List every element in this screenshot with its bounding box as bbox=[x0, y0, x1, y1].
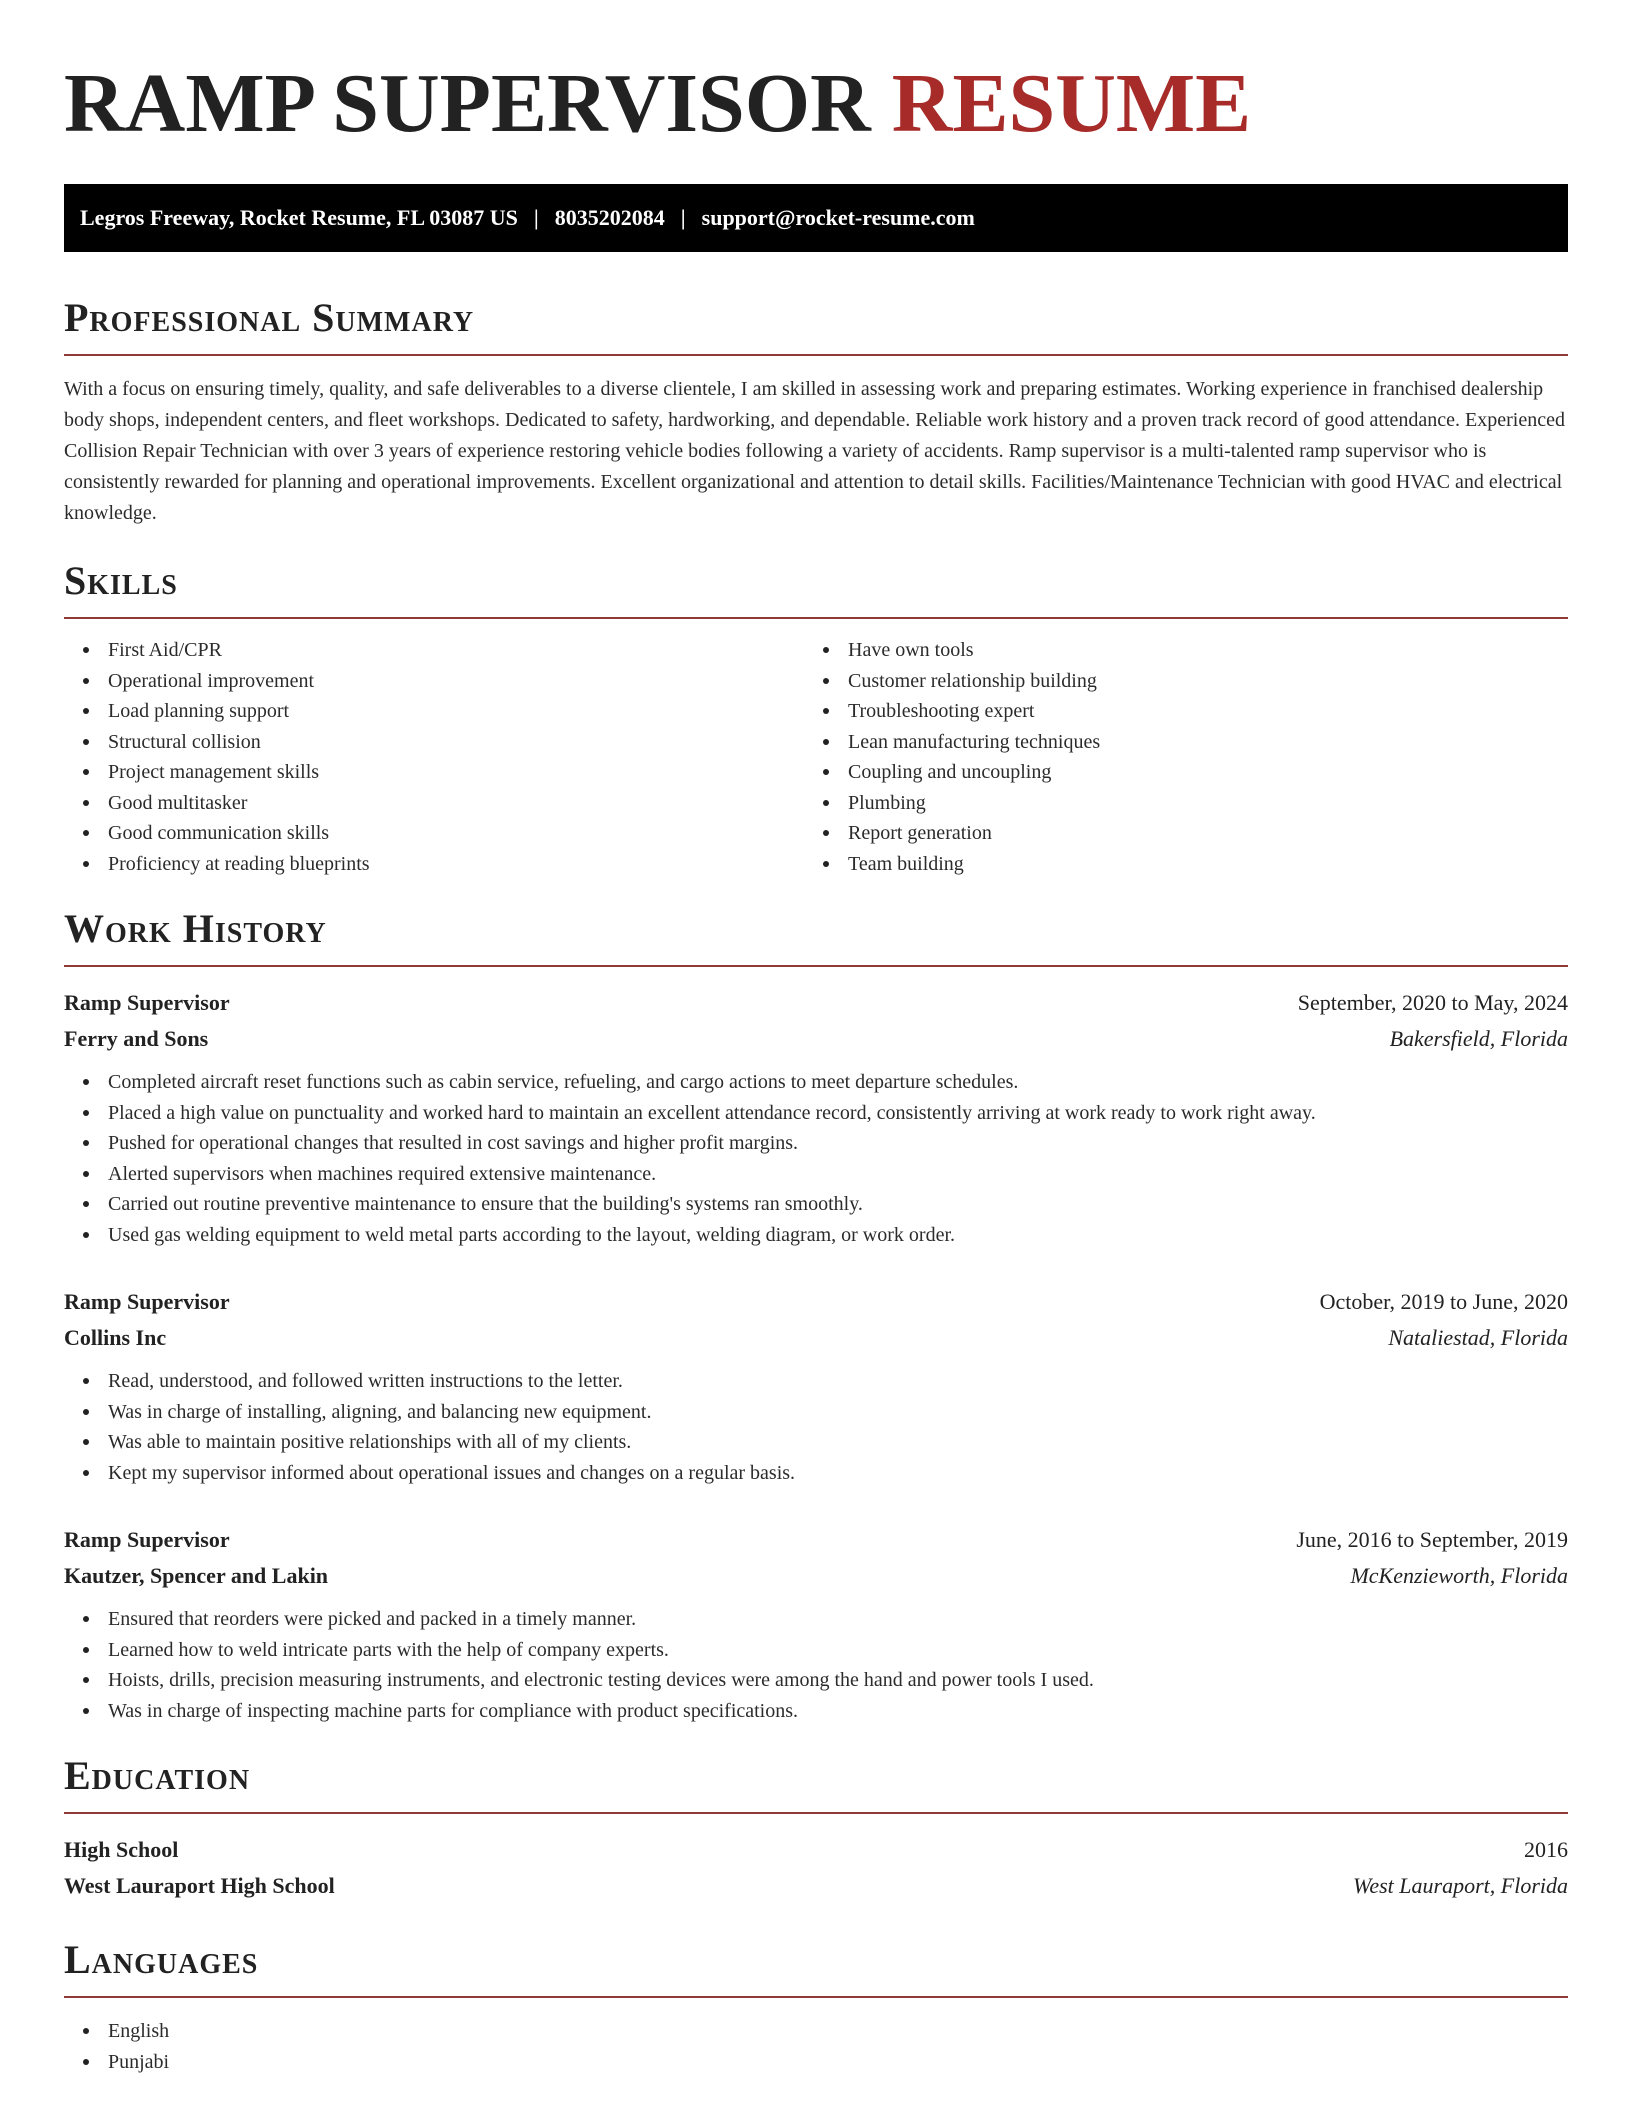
education-row-top bbox=[64, 1832, 1568, 1868]
resume-title bbox=[64, 0, 1568, 152]
job-title: Ramp Supervisor bbox=[64, 1289, 230, 1314]
job-dates: September, 2020 to May, 2024 bbox=[1297, 990, 1568, 1015]
duty-item: Used gas welding equipment to weld metal parts according to the layout, welding diagram, or work order. bbox=[108, 1220, 1568, 1251]
contact-phone: 8035202084 bbox=[554, 205, 665, 230]
work-heading: Work History bbox=[64, 907, 1568, 967]
education-section bbox=[64, 1754, 1568, 1904]
job-company: Collins Inc bbox=[64, 1325, 167, 1350]
duty-item: Completed aircraft reset functions such as cabin service, refueling, and cargo actions to meet departure schedules. bbox=[108, 1067, 1568, 1098]
skill-item: Good multitasker bbox=[108, 788, 804, 819]
title-main: RAMP SUPERVISOR bbox=[64, 57, 871, 150]
contact-bar bbox=[64, 184, 1568, 252]
education-heading: Education bbox=[64, 1754, 1568, 1814]
skill-item: Good communication skills bbox=[108, 818, 804, 849]
job-duties bbox=[64, 1067, 1568, 1250]
education-year: 2016 bbox=[1524, 1837, 1568, 1862]
skill-item: Structural collision bbox=[108, 727, 804, 758]
skill-item: Troubleshooting expert bbox=[848, 696, 1544, 727]
education-row-bottom bbox=[64, 1868, 1568, 1904]
job-dates: June, 2016 to September, 2019 bbox=[1296, 1527, 1568, 1552]
education-entry bbox=[64, 1832, 1568, 1904]
skill-item: Have own tools bbox=[848, 635, 1544, 666]
duty-item: Ensured that reorders were picked and packed in a timely manner. bbox=[108, 1604, 1568, 1635]
languages-list bbox=[64, 2016, 1568, 2077]
title-accent: RESUME bbox=[891, 57, 1252, 150]
education-school: West Lauraport High School bbox=[64, 1873, 335, 1898]
contact-separator: | bbox=[680, 205, 686, 230]
duty-item: Learned how to weld intricate parts with the help of company experts. bbox=[108, 1635, 1568, 1666]
summary-section bbox=[64, 296, 1568, 529]
job-title: Ramp Supervisor bbox=[64, 990, 230, 1015]
duty-item: Placed a high value on punctuality and worked hard to maintain an excellent attendance record, consistently arriving at work ready to work right away. bbox=[108, 1098, 1568, 1129]
duty-item: Alerted supervisors when machines required extensive maintenance. bbox=[108, 1159, 1568, 1190]
duty-item: Was in charge of inspecting machine parts for compliance with product specifications. bbox=[108, 1696, 1568, 1727]
languages-section bbox=[64, 1938, 1568, 2077]
skill-item: Team building bbox=[848, 849, 1544, 880]
job-location: McKenzieworth, Florida bbox=[1350, 1563, 1568, 1588]
languages-heading: Languages bbox=[64, 1938, 1568, 1998]
contact-email: support@rocket-resume.com bbox=[701, 205, 975, 230]
skill-item: First Aid/CPR bbox=[108, 635, 804, 666]
language-item: English bbox=[108, 2016, 1568, 2047]
skills-heading: Skills bbox=[64, 559, 1568, 619]
skill-item: Project management skills bbox=[108, 757, 804, 788]
skill-item: Operational improvement bbox=[108, 666, 804, 697]
skills-column-right bbox=[804, 635, 1544, 879]
duty-item: Was in charge of installing, aligning, and balancing new equipment. bbox=[108, 1397, 1568, 1428]
duty-item: Read, understood, and followed written instructions to the letter. bbox=[108, 1366, 1568, 1397]
job-row-top bbox=[64, 985, 1568, 1021]
job-entry bbox=[64, 1284, 1568, 1488]
duty-item: Pushed for operational changes that resulted in cost savings and higher profit margins. bbox=[108, 1128, 1568, 1159]
skill-item: Report generation bbox=[848, 818, 1544, 849]
skill-item: Plumbing bbox=[848, 788, 1544, 819]
job-row-top bbox=[64, 1522, 1568, 1558]
duty-item: Carried out routine preventive maintenance to ensure that the building's systems ran smoothly. bbox=[108, 1189, 1568, 1220]
job-dates: October, 2019 to June, 2020 bbox=[1319, 1289, 1568, 1314]
education-location: West Lauraport, Florida bbox=[1353, 1873, 1568, 1898]
duty-item: Hoists, drills, precision measuring instruments, and electronic testing devices were among the hand and power tools I used. bbox=[108, 1665, 1568, 1696]
summary-heading: Professional Summary bbox=[64, 296, 1568, 356]
job-company: Kautzer, Spencer and Lakin bbox=[64, 1563, 329, 1588]
skill-item: Proficiency at reading blueprints bbox=[108, 849, 804, 880]
contact-separator: | bbox=[533, 205, 539, 230]
job-row-top bbox=[64, 1284, 1568, 1320]
skills-list-right bbox=[804, 635, 1544, 879]
job-row-bottom bbox=[64, 1558, 1568, 1594]
language-item: Punjabi bbox=[108, 2047, 1568, 2078]
duty-item: Was able to maintain positive relationships with all of my clients. bbox=[108, 1427, 1568, 1458]
job-company: Ferry and Sons bbox=[64, 1026, 209, 1051]
job-entry bbox=[64, 985, 1568, 1250]
job-title: Ramp Supervisor bbox=[64, 1527, 230, 1552]
job-location: Nataliestad, Florida bbox=[1388, 1325, 1568, 1350]
skill-item: Load planning support bbox=[108, 696, 804, 727]
skills-section bbox=[64, 559, 1568, 879]
skills-grid bbox=[64, 635, 1568, 879]
job-duties bbox=[64, 1604, 1568, 1726]
job-entry bbox=[64, 1522, 1568, 1726]
skill-item: Coupling and uncoupling bbox=[848, 757, 1544, 788]
education-degree: High School bbox=[64, 1837, 179, 1862]
contact-address: Legros Freeway, Rocket Resume, FL 03087 US bbox=[80, 205, 518, 230]
skill-item: Customer relationship building bbox=[848, 666, 1544, 697]
duty-item: Kept my supervisor informed about operational issues and changes on a regular basis. bbox=[108, 1458, 1568, 1489]
job-row-bottom bbox=[64, 1021, 1568, 1057]
skill-item: Lean manufacturing techniques bbox=[848, 727, 1544, 758]
summary-text: With a focus on ensuring timely, quality, and safe deliverables to a diverse clientele, I am skilled in assessing work and preparing estimates. Working experience in franchised dealership body shops, independent centers, and fleet workshops. Dedicated to safety, hardworking, and dependable. Reliable work history and a proven track record of good attendance. Experienced Collision Repair Technician with over 3 years of experience restoring vehicle bodies following a variety of accidents. Ramp supervisor is a multi-talented ramp supervisor who is consistently rewarded for planning and operational improvements. Excellent organizational and attention to detail skills. Facilities/Maintenance Technician with good HVAC and electrical knowledge. bbox=[64, 378, 1565, 524]
work-section bbox=[64, 907, 1568, 1726]
work-history-list bbox=[64, 985, 1568, 1726]
job-row-bottom bbox=[64, 1320, 1568, 1356]
job-duties bbox=[64, 1366, 1568, 1488]
skills-column-left bbox=[64, 635, 804, 879]
languages-block bbox=[64, 2016, 1568, 2077]
job-location: Bakersfield, Florida bbox=[1389, 1026, 1568, 1051]
skills-list-left bbox=[64, 635, 804, 879]
